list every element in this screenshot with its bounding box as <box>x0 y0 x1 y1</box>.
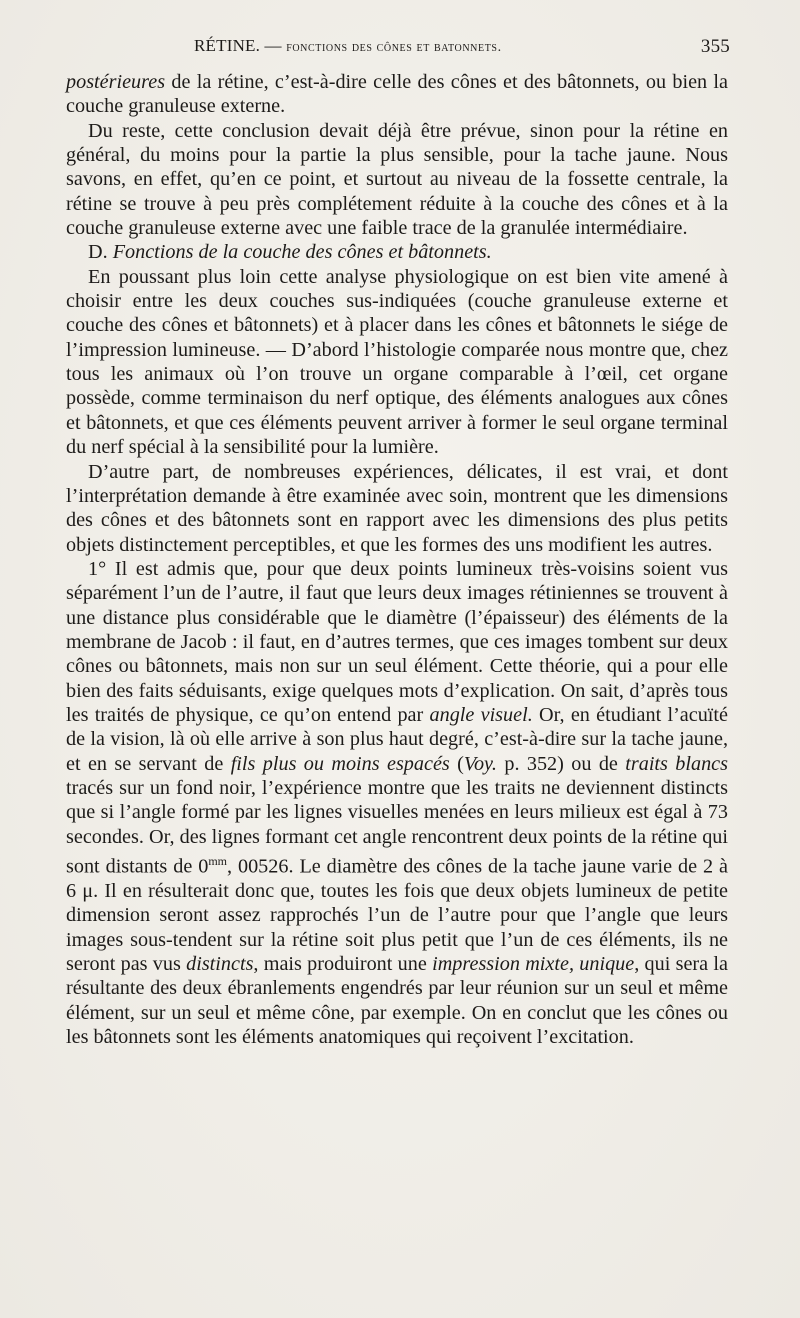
text-run: Or, en étudiant l’acuïté de la vision, là où elle arrive à son plus haut degré, c’est-à-dire sur la tache jaune, et en se servant de <box>66 703 728 775</box>
section-title: Fonctions de la couche des cônes et bâtonnets. <box>112 241 492 264</box>
running-header <box>66 36 730 60</box>
body-text <box>66 70 728 1049</box>
text-run: , qui sera la résultante des deux ébranlements engendrés par leur réunion sur un seul et même élément, sur un seul et même cône, par exemple. On en conclut que les cônes ou les bâtonnets sont les éléments anatomiques qui reçoivent l’excitation. <box>66 953 728 1049</box>
text-run: tracés sur un fond noir, l’expérience montre que les traits ne deviennent distincts que si l’angle formé par les lignes visuelles menées en leurs milieux est égal à 73 secondes. Or, des lignes formant cet angle rencontrent deux points de la rétine qui sont distants de 0 <box>66 776 728 878</box>
running-title-main: RÉTINE. <box>194 36 261 55</box>
italic-term: traits blancs <box>625 752 728 775</box>
section-letter: D. <box>88 241 113 264</box>
paragraph: En poussant plus loin cette analyse physiologique on est bien vite amené à choisir entre les deux couches sus-indiquées (couche granuleuse externe et couche des cônes et bâtonnets) et à placer dans les cônes et bâtonnets le siége de l’impression lumineuse. — D’abord l’histologie comparée nous montre que, chez tous les animaux où l’on trouve un organe comparable à l’œil, cet organe possède, comme terminaison du nerf optique, des éléments analogues aux cônes et bâtonnets, et que ces éléments peuvent arriver à former le seul organe terminal du nerf spécial à la sensibilité pour la lumière. <box>66 265 728 459</box>
italic-term: Voy. <box>463 752 497 775</box>
paragraph-text: de la rétine, c’est-à-dire celle des cônes et des bâtonnets, ou bien la couche granuleuse externe. <box>66 71 728 118</box>
italic-term: impression mixte, unique <box>432 953 635 976</box>
section-heading <box>66 240 728 264</box>
unit-superscript: mm <box>208 854 227 868</box>
text-run: , 00526. Le diamètre des cônes de la tache jaune varie de 2 à 6 μ. Il en résulterait donc que, toutes les fois que deux objets lumineux de petite dimension seront assez rapprochés l’un de l’autre pour que l’angle que leurs images sous-tendent sur la rétine soit plus petit que l’un de ces éléments, ils ne seront pas vus <box>66 855 728 976</box>
paragraph: Du reste, cette conclusion devait déjà être prévue, sinon pour la rétine en général, du moins pour la partie la plus sensible, pour la tache jaune. Nous savons, en effet, qu’en ce point, et surtout au niveau de la fossette centrale, la rétine se trouve à peu près complétement réduite à la couche des cônes et à la couche granuleuse externe avec une faible trace de la granulée intermédiaire. <box>66 119 728 240</box>
paragraph-numbered <box>66 557 728 1050</box>
text-run: , mais produiront une <box>253 953 433 976</box>
page-number: 355 <box>700 36 730 57</box>
italic-term: fils plus ou moins espacés <box>230 752 450 775</box>
paragraph: D’autre part, de nombreuses expériences, délicates, il est vrai, et dont l’interprétation demande à être examinée avec soin, montrent que les dimensions des cônes et des bâtonnets sont en rapport avec les dimensions des plus petits objets distinctement perceptibles, et que les formes des uns modifient les autres. <box>66 460 728 556</box>
paragraph-continuation <box>66 70 728 119</box>
running-title <box>194 36 502 56</box>
italic-term: distincts <box>186 953 254 976</box>
italic-term: angle visuel. <box>429 703 533 726</box>
italic-term: postérieures <box>66 71 166 93</box>
text-run: 1° Il est admis que, pour que deux points lumineux très-voisins soient vus séparément l’un de l’autre, il faut que leurs deux images rétiniennes se trouvent à une distance plus considérable que le diamètre (l’épaisseur) des éléments de la membrane de Jacob : il faut, en d’autres termes, que ces images tombent sur deux cônes ou bâtonnets, mais non sur un seul élément. Cette théorie, qui a pour elle bien des faits séduisants, exige quelques mots d’explication. On sait, d’après tous les traités de physique, ce qu’on entend par <box>66 557 728 726</box>
text-run: ( <box>449 752 464 775</box>
text-run: p. 352) ou de <box>496 752 626 775</box>
running-title-dash: — <box>260 36 287 55</box>
running-title-sub: fonctions des cônes et batonnets. <box>286 40 502 55</box>
